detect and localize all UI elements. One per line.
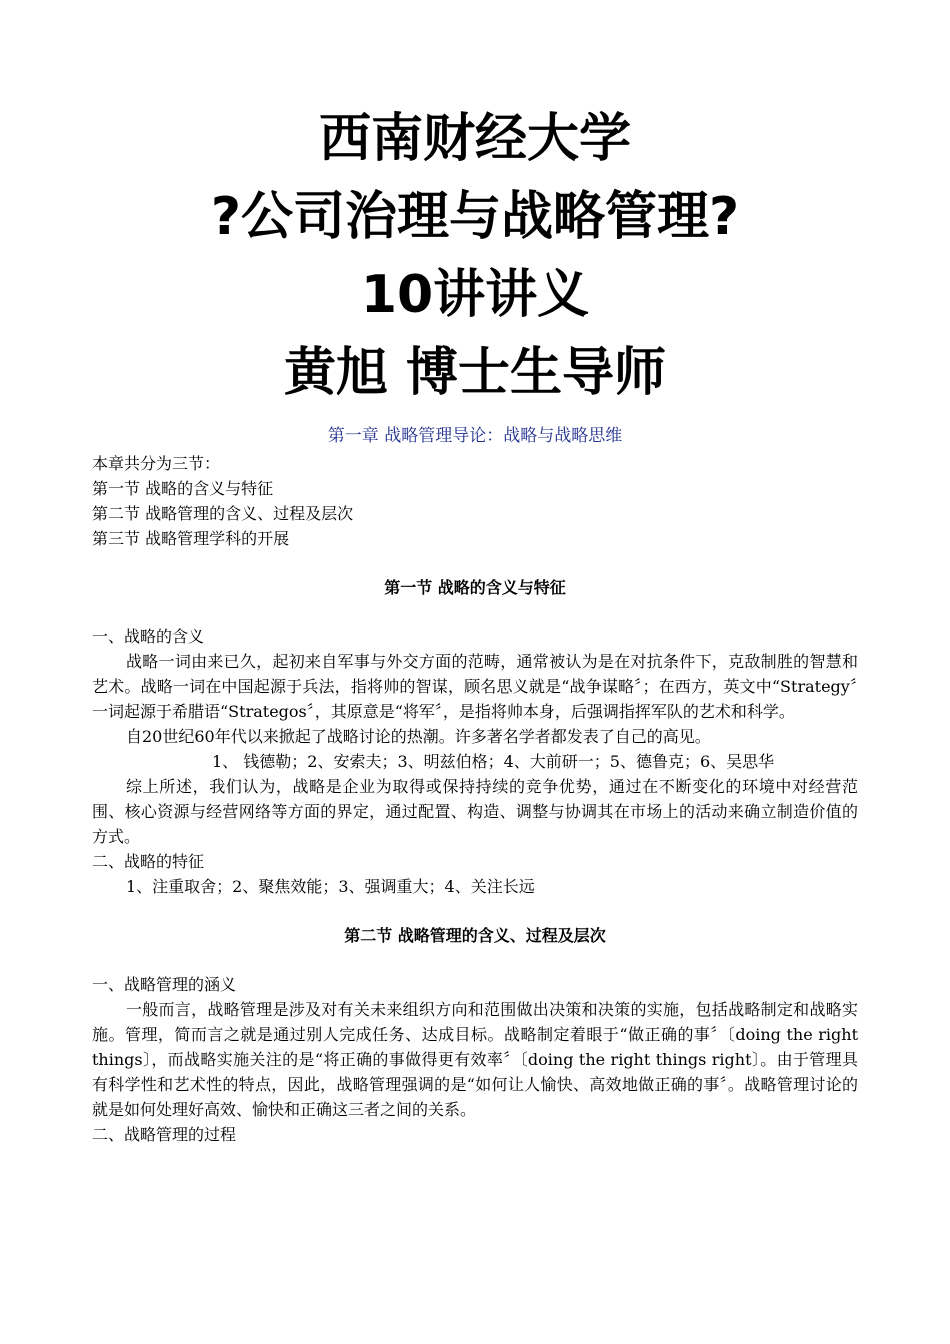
paragraph: 综上所述，我们认为，战略是企业为取得或保持持续的竞争优势，通过在不断变化的环境中对经营范围、核心资源与经营网络等方面的界定，通过配置、构造、调整与协调其在市场上的活动来确立制造价值的方式。	[92, 777, 858, 846]
toc-item: 第一节 战略的含义与特征	[92, 479, 274, 498]
document-title	[0, 100, 950, 412]
title-line-university: 西南财经大学	[318, 109, 631, 169]
paragraph: 战略一词由来已久，起初来自军事与外交方面的范畴，通常被认为是在对抗条件下，克敌制胜的智慧和艺术。战略一词在中国起源于兵法，指将帅的智谋，顾名思义就是“战争谋略〞；在西方，英文中“Strategy〞一词起源于希腊语“Strategos〞，其原意是“将军〞，是指将帅本身，后强调指挥军队的艺术和科学。	[92, 652, 858, 721]
title-line-course: ?公司治理与战略管理?	[210, 187, 740, 247]
section-heading: 第二节 战略管理的含义、过程及层次	[344, 926, 606, 945]
toc-item: 第三节 战略管理学科的开展	[92, 529, 290, 548]
toc-intro: 本章共分为三节：	[92, 454, 221, 473]
subheading: 二、战略的特征	[92, 852, 205, 871]
section-heading: 第一节 战略的含义与特征	[384, 578, 566, 597]
feature-list: 1、注重取舍；2、聚焦效能；3、强调重大；4、关注长远	[126, 877, 535, 896]
title-line-author: 黄旭 博士生导师	[283, 343, 667, 403]
subheading: 一、战略管理的涵义	[92, 975, 237, 994]
toc-item: 第二节 战略管理的含义、过程及层次	[92, 504, 354, 523]
document-body	[92, 451, 858, 1147]
subheading: 一、战略的含义	[92, 627, 205, 646]
paragraph: 一般而言，战略管理是涉及对有关未来组织方向和范围做出决策和决策的实施，包括战略制定和战略实施。管理，简而言之就是通过别人完成任务、达成目标。战略制定着眼于“做正确的事〞〔doing the right things〕，而战略实施关注的是“将正确的事做得更有效率〞〔doing the right things right〕。由于管理具有科学性和艺术性的特点，因此，战略管理强调的是“如何让人愉快、高效地做正确的事〞。战略管理讨论的就是如何处理好高效、愉快和正确这三者之间的关系。	[92, 1000, 858, 1119]
scholar-list: 1、 钱德勒；2、安索夫；3、明兹伯格；4、大前研一；5、德鲁克；6、吴思华	[212, 752, 775, 771]
subheading: 二、战略管理的过程	[92, 1125, 237, 1144]
paragraph: 自20世纪60年代以来掀起了战略讨论的热潮。许多著名学者都发表了自己的高见。	[126, 727, 711, 746]
chapter-title: 第一章 战略管理导论：战略与战略思维	[327, 426, 623, 446]
title-line-lectures: 10讲讲义	[360, 265, 590, 325]
